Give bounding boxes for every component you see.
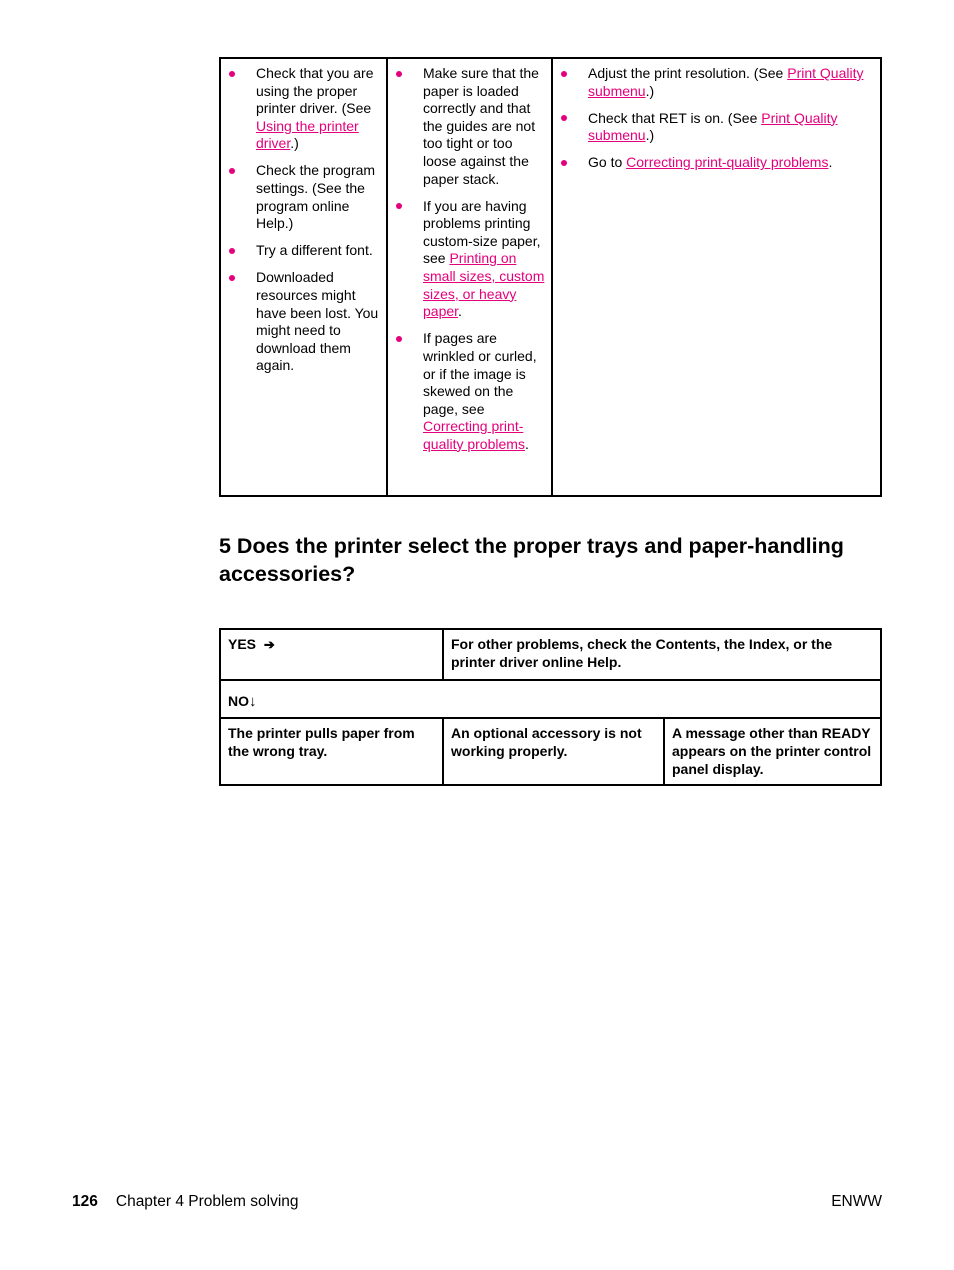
bullet-icon xyxy=(561,71,567,77)
troubleshooting-table xyxy=(219,57,882,497)
cross-reference-link[interactable]: Correcting print-quality problems xyxy=(626,154,829,171)
down-arrow-icon: ↓ xyxy=(249,693,257,710)
no-row xyxy=(221,679,880,717)
option-wrong-tray: The printer pulls paper from the wrong tray. xyxy=(228,725,415,759)
list-item-text: . xyxy=(524,435,529,452)
table-column-driver xyxy=(221,59,386,495)
cross-reference-link[interactable]: Using the printer driver xyxy=(256,117,359,152)
page-number: 126 xyxy=(72,1193,98,1210)
list-item-text: Check the program settings. (See the program online Help.) xyxy=(256,162,376,232)
cross-reference-link[interactable]: Print Quality submenu xyxy=(588,65,864,99)
list-item-text: Go to xyxy=(588,154,627,171)
cross-reference-link[interactable]: Printing on small sizes, custom sizes, or heavy paper xyxy=(423,250,545,320)
cross-reference-link[interactable]: Correcting print-quality problems xyxy=(423,418,525,452)
list-item-text: Try a different font. xyxy=(256,242,373,259)
yes-label: YES xyxy=(228,636,257,652)
bullet-list xyxy=(553,59,880,172)
yes-row xyxy=(221,630,880,679)
no-cell xyxy=(221,681,264,717)
options-row xyxy=(221,717,880,784)
option-message: A message other than READY appears on the printer control panel display. xyxy=(663,719,880,784)
list-item-text: . xyxy=(828,154,833,171)
list-item xyxy=(553,65,874,100)
list-item-text: Check that RET is on. (See xyxy=(588,109,762,126)
yes-info-cell: For other problems, check the Contents, the Index, or the printer driver online Help. xyxy=(442,630,880,679)
bullet-icon xyxy=(229,71,235,77)
list-item xyxy=(388,330,545,453)
bullet-icon xyxy=(396,336,402,342)
bullet-icon xyxy=(561,160,567,166)
list-item-text: .) xyxy=(645,127,655,144)
list-item xyxy=(553,110,874,145)
bullet-list xyxy=(221,59,386,375)
cross-reference-link[interactable]: Print Quality submenu xyxy=(588,109,838,144)
list-item-text: . xyxy=(458,303,462,320)
bullet-icon xyxy=(229,248,235,254)
bullet-icon xyxy=(229,168,235,174)
list-item xyxy=(221,162,380,232)
option-accessory: An optional accessory is not working properly. xyxy=(442,719,663,784)
no-label: NO xyxy=(228,693,249,709)
page-footer xyxy=(72,1192,882,1212)
bullet-icon xyxy=(229,275,235,281)
list-item-text: Make sure that the paper is loaded correctly and that the guides are not too tight or too loose against the paper stack. xyxy=(423,65,539,187)
list-item-text: .) xyxy=(645,82,655,99)
yes-cell xyxy=(221,630,442,679)
list-item-text: If you are having problems printing custom-size paper, see xyxy=(423,197,541,267)
list-item-text: .) xyxy=(290,135,299,152)
list-item xyxy=(388,198,545,321)
bullet-list xyxy=(388,59,551,453)
right-arrow-icon: ➔ xyxy=(263,637,275,652)
list-item xyxy=(221,269,380,375)
list-item-text: Adjust the print resolution. (See xyxy=(588,65,788,81)
list-item xyxy=(221,242,380,260)
list-item xyxy=(388,65,545,188)
footer-right-label: ENWW xyxy=(831,1193,882,1210)
section-heading: 5 Does the printer select the proper trays and paper-handling accessories? xyxy=(219,534,844,586)
list-item-text: If pages are wrinkled or curled, or if the image is skewed on the page, see xyxy=(423,330,537,417)
list-item xyxy=(553,154,874,172)
bullet-icon xyxy=(561,115,567,121)
list-item-text: Downloaded resources might have been lost. You might need to download them again. xyxy=(256,269,379,374)
chapter-title: Chapter 4 Problem solving xyxy=(115,1193,299,1210)
table-column-paper xyxy=(386,59,551,495)
list-item-text: Check that you are using the proper printer driver. (See xyxy=(256,65,374,117)
bullet-icon xyxy=(396,203,402,209)
bullet-icon xyxy=(396,71,402,77)
table-column-quality xyxy=(551,59,880,495)
yes-no-table xyxy=(219,628,882,786)
list-item xyxy=(221,65,380,153)
